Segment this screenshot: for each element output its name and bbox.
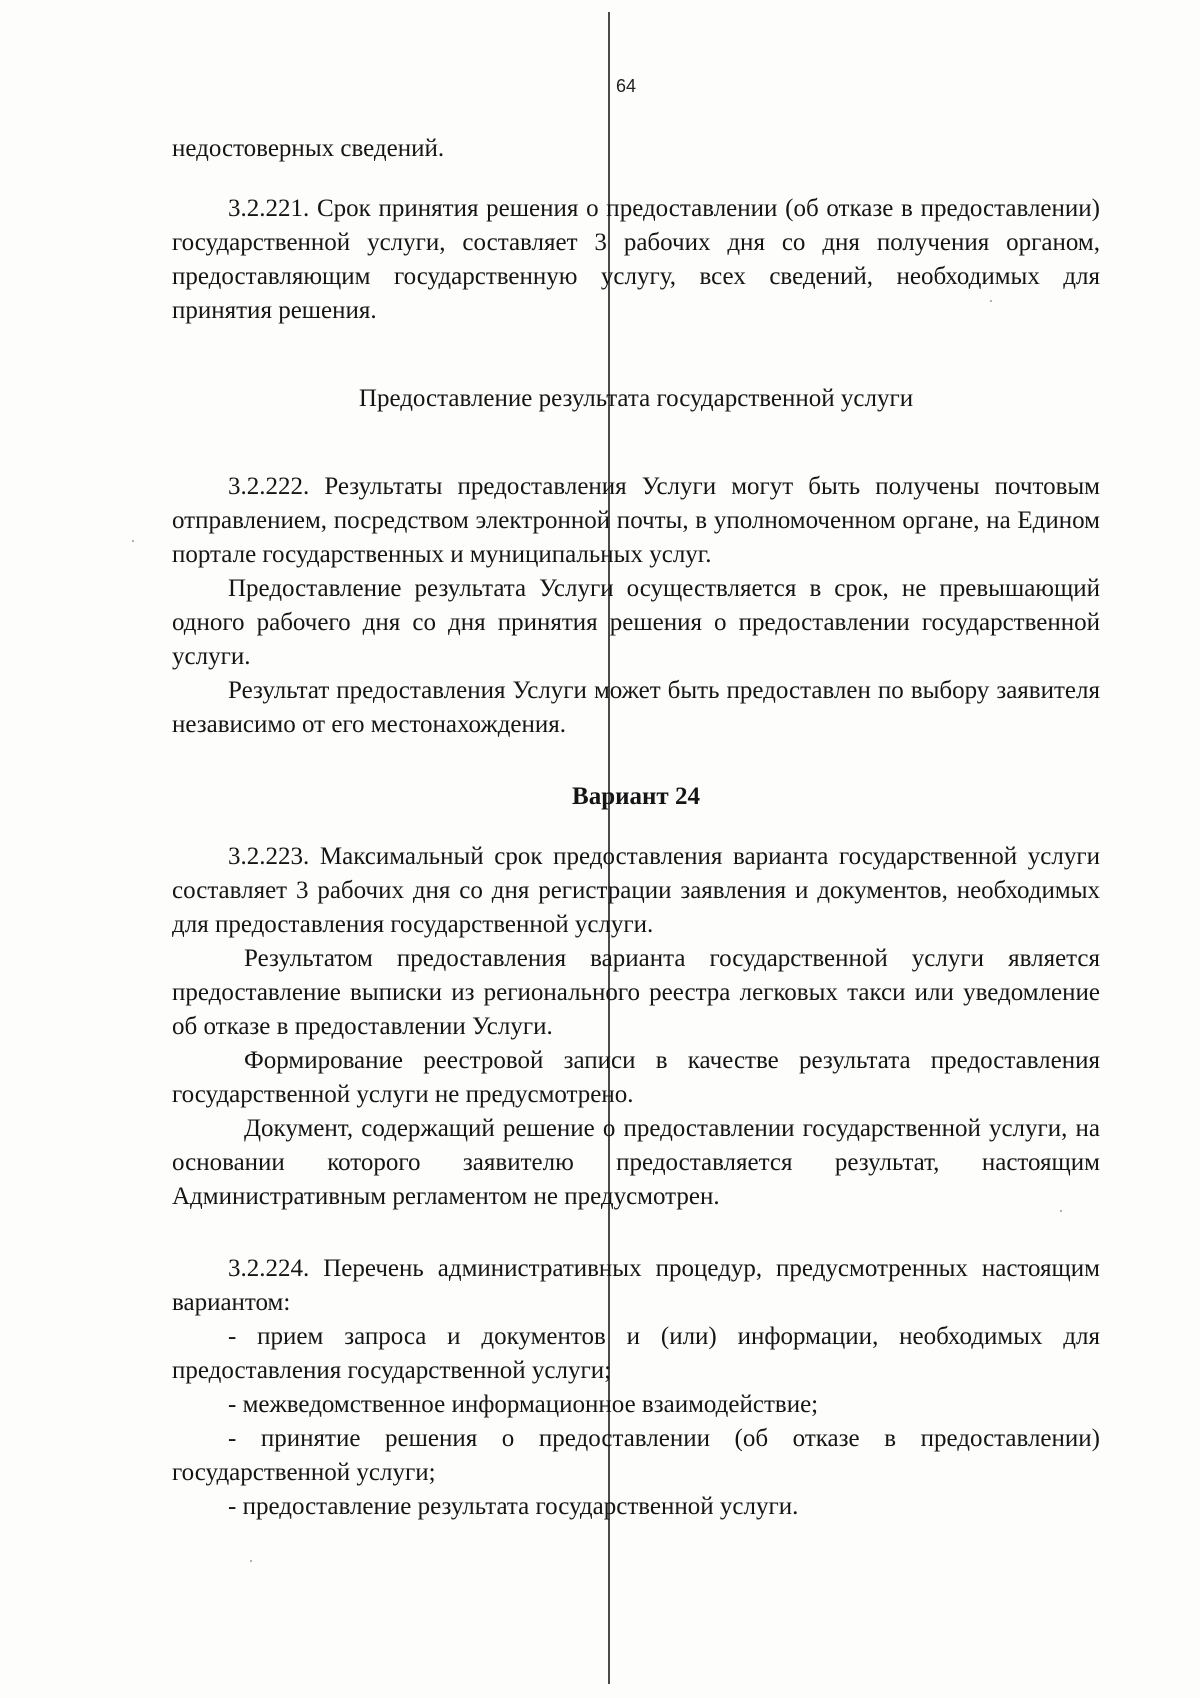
procedure-item: - прием запроса и документов и (или) информации, необходимых для предоставления государственной услуги; bbox=[172, 1323, 1100, 1384]
procedure-item: - предоставление результата государственной услуги. bbox=[228, 1493, 799, 1520]
paragraph-3-2-222: 3.2.222. Результаты предоставления Услуги могут быть получены почтовым отправлением, посредством электронной почты, в уполномоченном органе, на Едином портале государственных и муниципальных услуг. bbox=[172, 473, 1100, 568]
paragraph-3-2-221: 3.2.221. Срок принятия решения о предоставлении (об отказе в предоставлении) государственной услуги, составляет 3 рабочих дня со дня получения органом, предоставляющим государственную услугу, всех сведений, необходимых для принятия решения. bbox=[172, 195, 1100, 324]
document-body bbox=[172, 132, 1100, 1524]
procedure-item: - принятие решения о предоставлении (об отказе в предоставлении) государственной услуги; bbox=[172, 1425, 1100, 1486]
paragraph-3-2-223: 3.2.223. Максимальный срок предоставления варианта государственной услуги составляет 3 рабочих дня со дня регистрации заявления и документов, необходимых для предоставления государственной услуги. bbox=[172, 843, 1100, 938]
paragraph-decision-document: Документ, содержащий решение о предоставлении государственной услуги, на основании которого заявителю предоставляется результат, настоящим Административным регламентом не предусмотрен. bbox=[172, 1115, 1100, 1210]
paragraph-continuation: недостоверных сведений. bbox=[172, 135, 445, 162]
procedure-item: - межведомственное информационное взаимодействие; bbox=[228, 1391, 819, 1418]
scan-speck bbox=[250, 1560, 252, 1562]
paragraph-result-output: Результатом предоставления варианта государственной услуги является предоставление выписки из регионального реестра легковых такси или уведомление об отказе в предоставлении Услуги. bbox=[172, 945, 1100, 1040]
paragraph-result-term: Предоставление результата Услуги осуществляется в срок, не превышающий одного рабочего дня со дня принятия решения о предоставлении государственной услуги. bbox=[172, 575, 1100, 670]
page-number: 64 bbox=[616, 76, 637, 96]
section-subtitle: Предоставление результата государственной услуги bbox=[358, 385, 914, 412]
paragraph-registry-record: Формирование реестровой записи в качестве результата предоставления государственной услуги не предусмотрено. bbox=[172, 1047, 1100, 1108]
scan-speck bbox=[132, 540, 134, 542]
paragraph-3-2-224: 3.2.224. Перечень административных процедур, предусмотренных настоящим вариантом: bbox=[172, 1255, 1100, 1316]
paragraph-result-choice: Результат предоставления Услуги может быть предоставлен по выбору заявителя независимо от его местонахождения. bbox=[172, 677, 1100, 738]
variant-heading: Вариант 24 bbox=[572, 783, 700, 810]
